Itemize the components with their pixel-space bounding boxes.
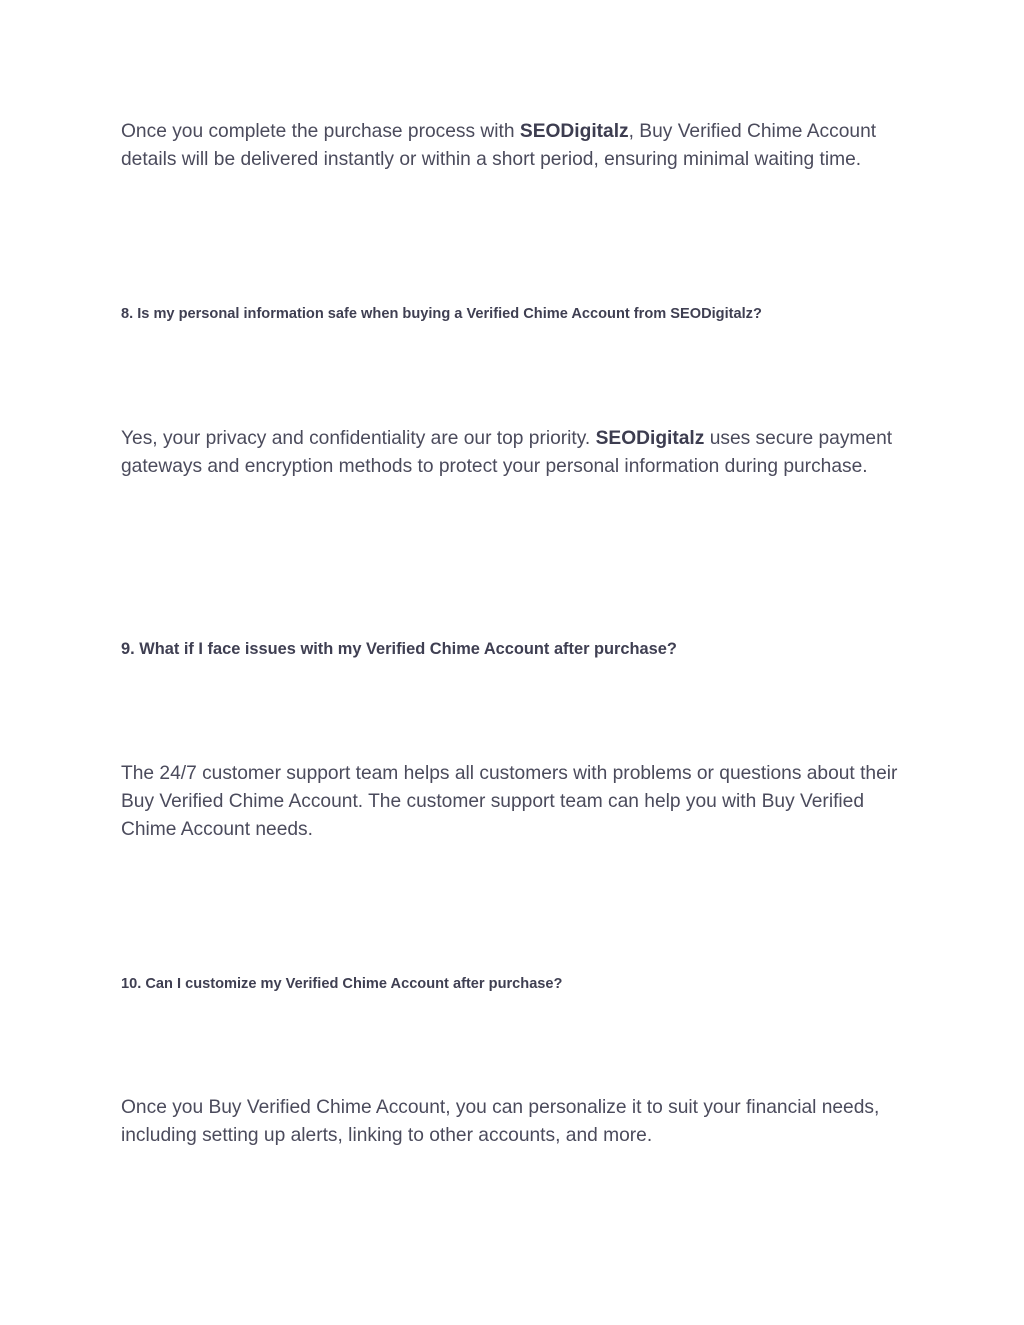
answer-7-paragraph — [121, 118, 911, 174]
text-run: uses secure payment gateways and encryption methods to protect your personal information during purchase. — [121, 428, 893, 477]
text-run: Yes, your privacy and confidentiality are our top priority. — [121, 428, 596, 449]
question-10-heading: 10. Can I customize my Verified Chime Account after purchase? — [121, 976, 563, 992]
text-run: The 24/7 customer support team helps all customers with problems or questions about their Buy Verified Chime Account. The customer support team can help you with Buy Verified Chime Account needs. — [121, 763, 898, 840]
brand-name-bold: SEODigitalz — [519, 121, 629, 142]
answer-8-paragraph — [121, 425, 911, 481]
text-run: , Buy Verified Chime Account details will be delivered instantly or within a short period, ensuring minimal waiting time. — [121, 121, 877, 170]
text-run: Once you complete the purchase process with — [121, 121, 520, 142]
question-8-heading: 8. Is my personal information safe when buying a Verified Chime Account from SEODigitalz? — [121, 306, 762, 322]
answer-9-paragraph — [121, 760, 911, 844]
answer-10-paragraph — [121, 1094, 911, 1150]
brand-name-bold: SEODigitalz — [595, 428, 705, 449]
question-9-heading: 9. What if I face issues with my Verified Chime Account after purchase? — [121, 640, 677, 658]
text-run: Once you Buy Verified Chime Account, you can personalize it to suit your financial needs, including setting up alerts, linking to other accounts, and more. — [121, 1097, 880, 1146]
